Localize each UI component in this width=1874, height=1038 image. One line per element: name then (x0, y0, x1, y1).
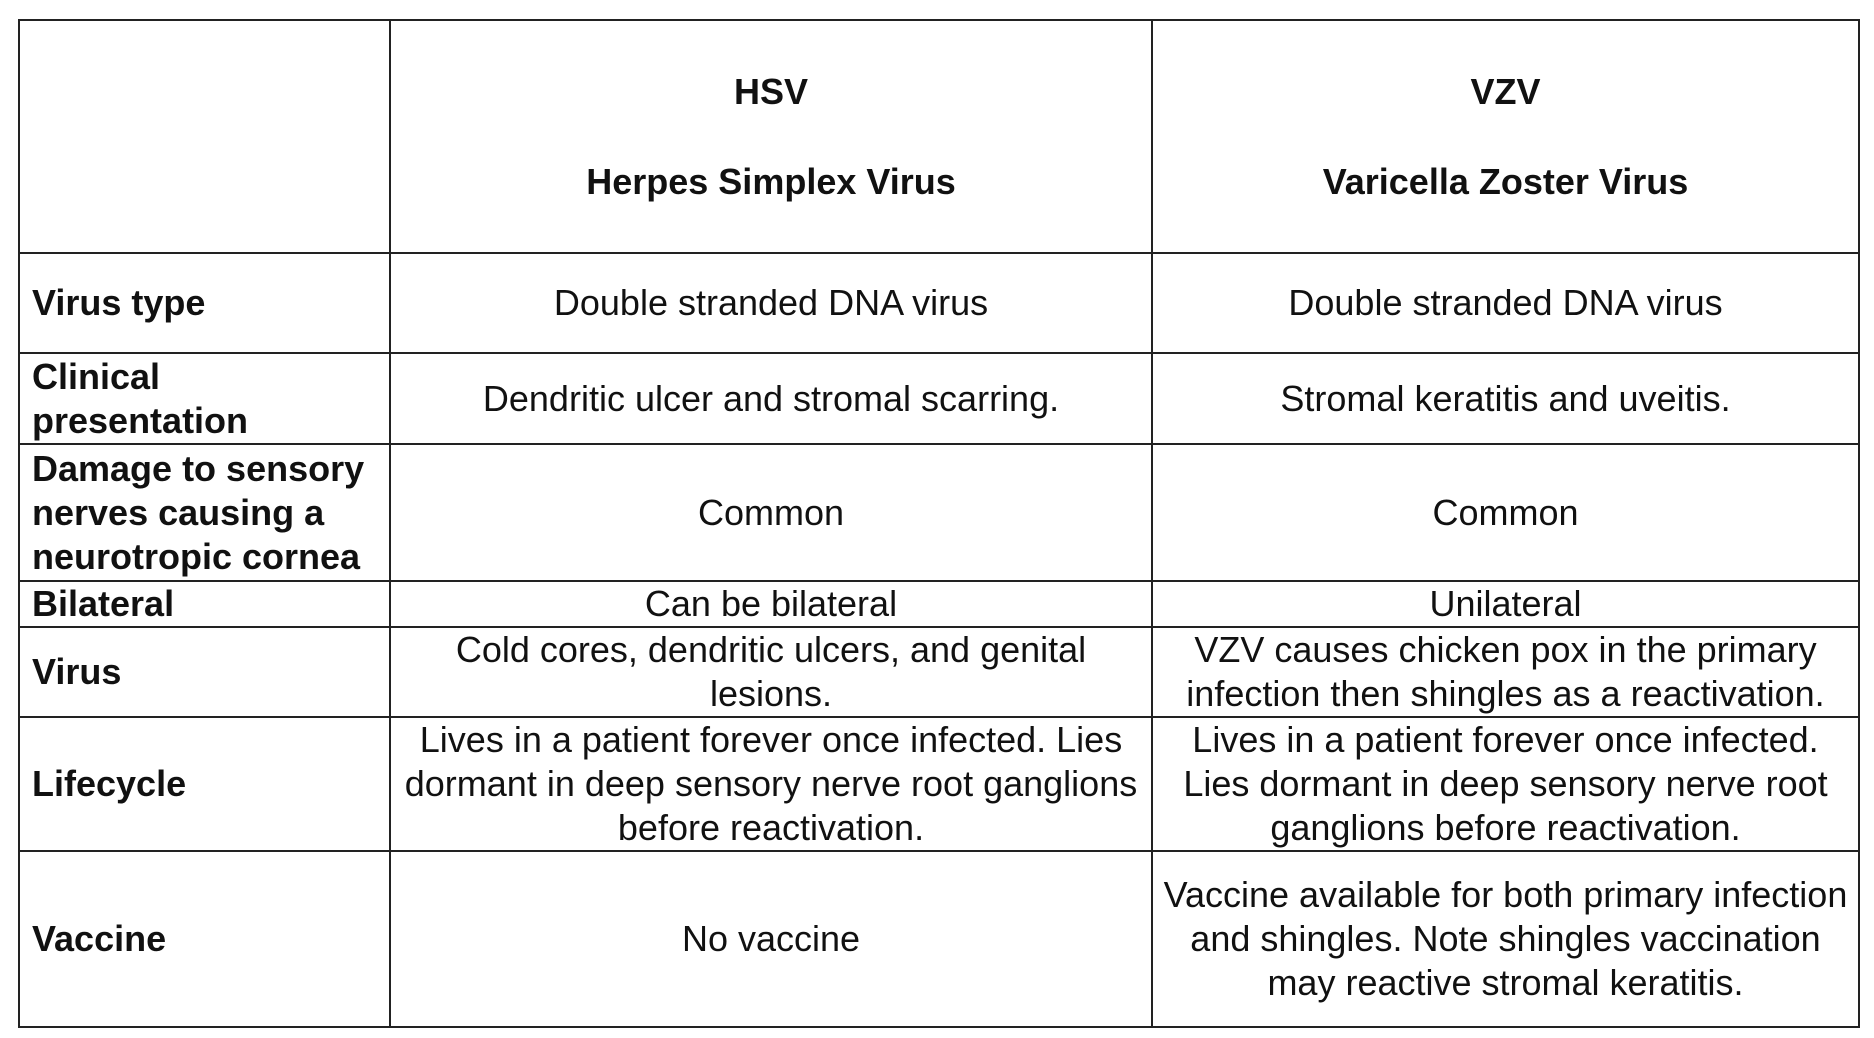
header-cell-hsv (390, 20, 1152, 253)
hsv-vzv-comparison-table (18, 19, 1860, 1028)
table-row-bilateral (19, 581, 1859, 627)
table-row-nerve-damage (19, 444, 1859, 581)
row-label: Bilateral (19, 581, 390, 627)
row-label: Vaccine (19, 851, 390, 1027)
row-label: Virus (19, 627, 390, 717)
hsv-cell: Can be bilateral (390, 581, 1152, 627)
table-header-row (19, 20, 1859, 253)
row-label: Damage to sensory nerves causing a neurotropic cornea (19, 444, 390, 581)
vzv-cell: Double stranded DNA virus (1152, 253, 1859, 353)
table-row-clinical-presentation (19, 353, 1859, 444)
vzv-cell: VZV causes chicken pox in the primary infection then shingles as a reactivation. (1152, 627, 1859, 717)
hsv-cell: Common (390, 444, 1152, 581)
vzv-cell: Common (1152, 444, 1859, 581)
hsv-cell: Dendritic ulcer and stromal scarring. (390, 353, 1152, 444)
vzv-cell: Lives in a patient forever once infected. Lies dormant in deep sensory nerve root ganglions before reactivation. (1152, 717, 1859, 851)
header-hsv-abbrev: HSV (733, 70, 809, 112)
vzv-cell: Vaccine available for both primary infection and shingles. Note shingles vaccination may reactive stromal keratitis. (1152, 851, 1859, 1027)
table-row-virus (19, 627, 1859, 717)
header-cell-empty (19, 20, 390, 253)
vzv-cell: Stromal keratitis and uveitis. (1152, 353, 1859, 444)
hsv-cell: Lives in a patient forever once infected. Lies dormant in deep sensory nerve root ganglions before reactivation. (390, 717, 1152, 851)
table-row-virus-type (19, 253, 1859, 353)
header-cell-vzv (1152, 20, 1859, 253)
hsv-cell: No vaccine (390, 851, 1152, 1027)
hsv-cell: Cold cores, dendritic ulcers, and genital lesions. (390, 627, 1152, 717)
row-label: Virus type (19, 253, 390, 353)
header-vzv-abbrev: VZV (1470, 70, 1541, 112)
row-label: Clinical presentation (19, 353, 390, 444)
comparison-table-container (18, 19, 1858, 1028)
header-vzv-full: Varicella Zoster Virus (1322, 160, 1689, 202)
table-row-vaccine (19, 851, 1859, 1027)
row-label: Lifecycle (19, 717, 390, 851)
hsv-cell: Double stranded DNA virus (390, 253, 1152, 353)
table-row-lifecycle (19, 717, 1859, 851)
vzv-cell: Unilateral (1152, 581, 1859, 627)
header-hsv-full: Herpes Simplex Virus (586, 160, 956, 202)
